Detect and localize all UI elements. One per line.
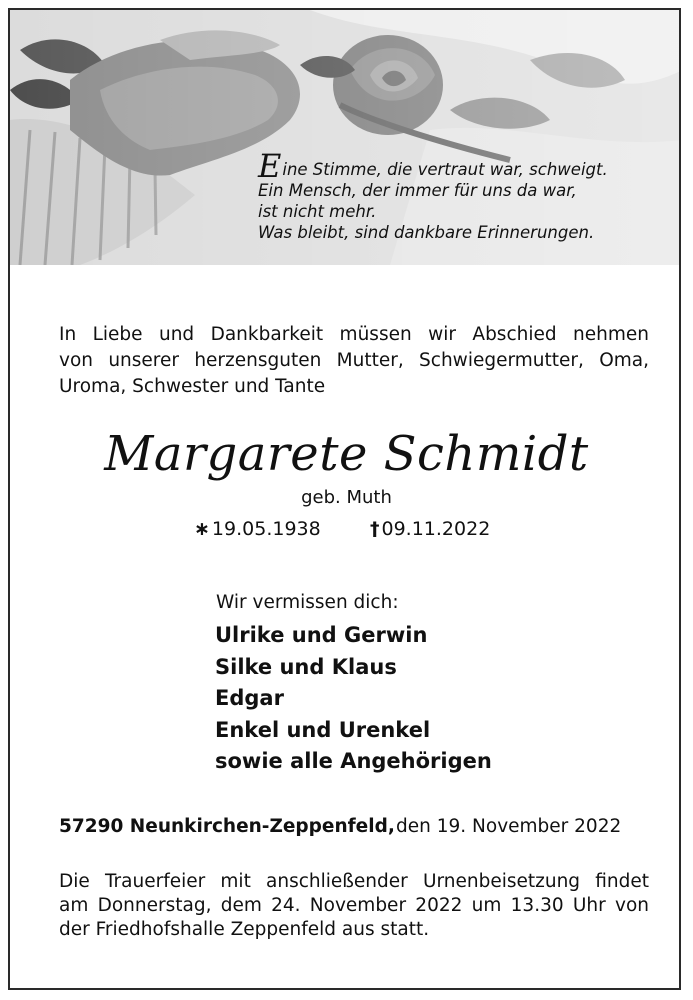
memorial-quote xyxy=(258,147,678,243)
notice-date: den 19. November 2022 xyxy=(396,816,622,837)
quote-line-3: ist nicht mehr. xyxy=(258,202,377,221)
mourner-item: Enkel und Urenkel xyxy=(215,717,431,742)
mourner-item: Edgar xyxy=(215,686,284,710)
birth-date-text: 19.05.1938 xyxy=(211,518,321,540)
death-date xyxy=(370,514,490,544)
obituary-notice xyxy=(8,8,681,990)
maiden-name: geb. Muth xyxy=(301,487,392,508)
intro-text xyxy=(59,322,649,400)
place-and-date xyxy=(59,814,649,840)
birth-star-icon: ∗ xyxy=(194,518,210,540)
intro-line-3: Uroma, Schwester und Tante xyxy=(59,376,326,397)
intro-line-1: In Liebe und Dankbarkeit müssen wir Abschied nehmen xyxy=(59,324,649,345)
mourners-list xyxy=(215,620,492,778)
death-date-text: 09.11.2022 xyxy=(381,518,491,540)
quote-line-1 xyxy=(258,147,678,185)
quote-line-1-text: ine Stimme, die vertraut war, schweigt. xyxy=(282,160,608,179)
service-line-3: der Friedhofshalle Zeppenfeld aus statt. xyxy=(59,919,430,940)
deceased-name: Margarete Schmidt xyxy=(104,426,589,482)
intro-line-2: von unserer herzensguten Mutter, Schwiegermutter, Oma, xyxy=(59,350,649,371)
mourner-item: sowie alle Angehörigen xyxy=(215,749,492,773)
service-line-2: am Donnerstag, dem 24. November 2022 um 13.30 Uhr von xyxy=(59,895,649,916)
funeral-service-info xyxy=(59,870,649,942)
mourner-item: Ulrike und Gerwin xyxy=(215,623,428,647)
quote-line-4: Was bleibt, sind dankbare Erinnerungen. xyxy=(258,223,595,242)
death-cross-icon: † xyxy=(370,518,380,540)
birth-date xyxy=(194,514,321,544)
service-line-1: Die Trauerfeier mit anschließender Urnenbeisetzung findet xyxy=(59,871,649,892)
quote-initial: E xyxy=(258,147,282,185)
mourners-label: Wir vermissen dich: xyxy=(216,592,399,613)
mourner-item: Silke und Klaus xyxy=(215,654,397,679)
hands-holding-rose-photo xyxy=(10,10,679,265)
place: 57290 Neunkirchen-Zeppenfeld, xyxy=(59,816,395,837)
quote-line-2: Ein Mensch, der immer für uns da war, xyxy=(258,181,577,200)
